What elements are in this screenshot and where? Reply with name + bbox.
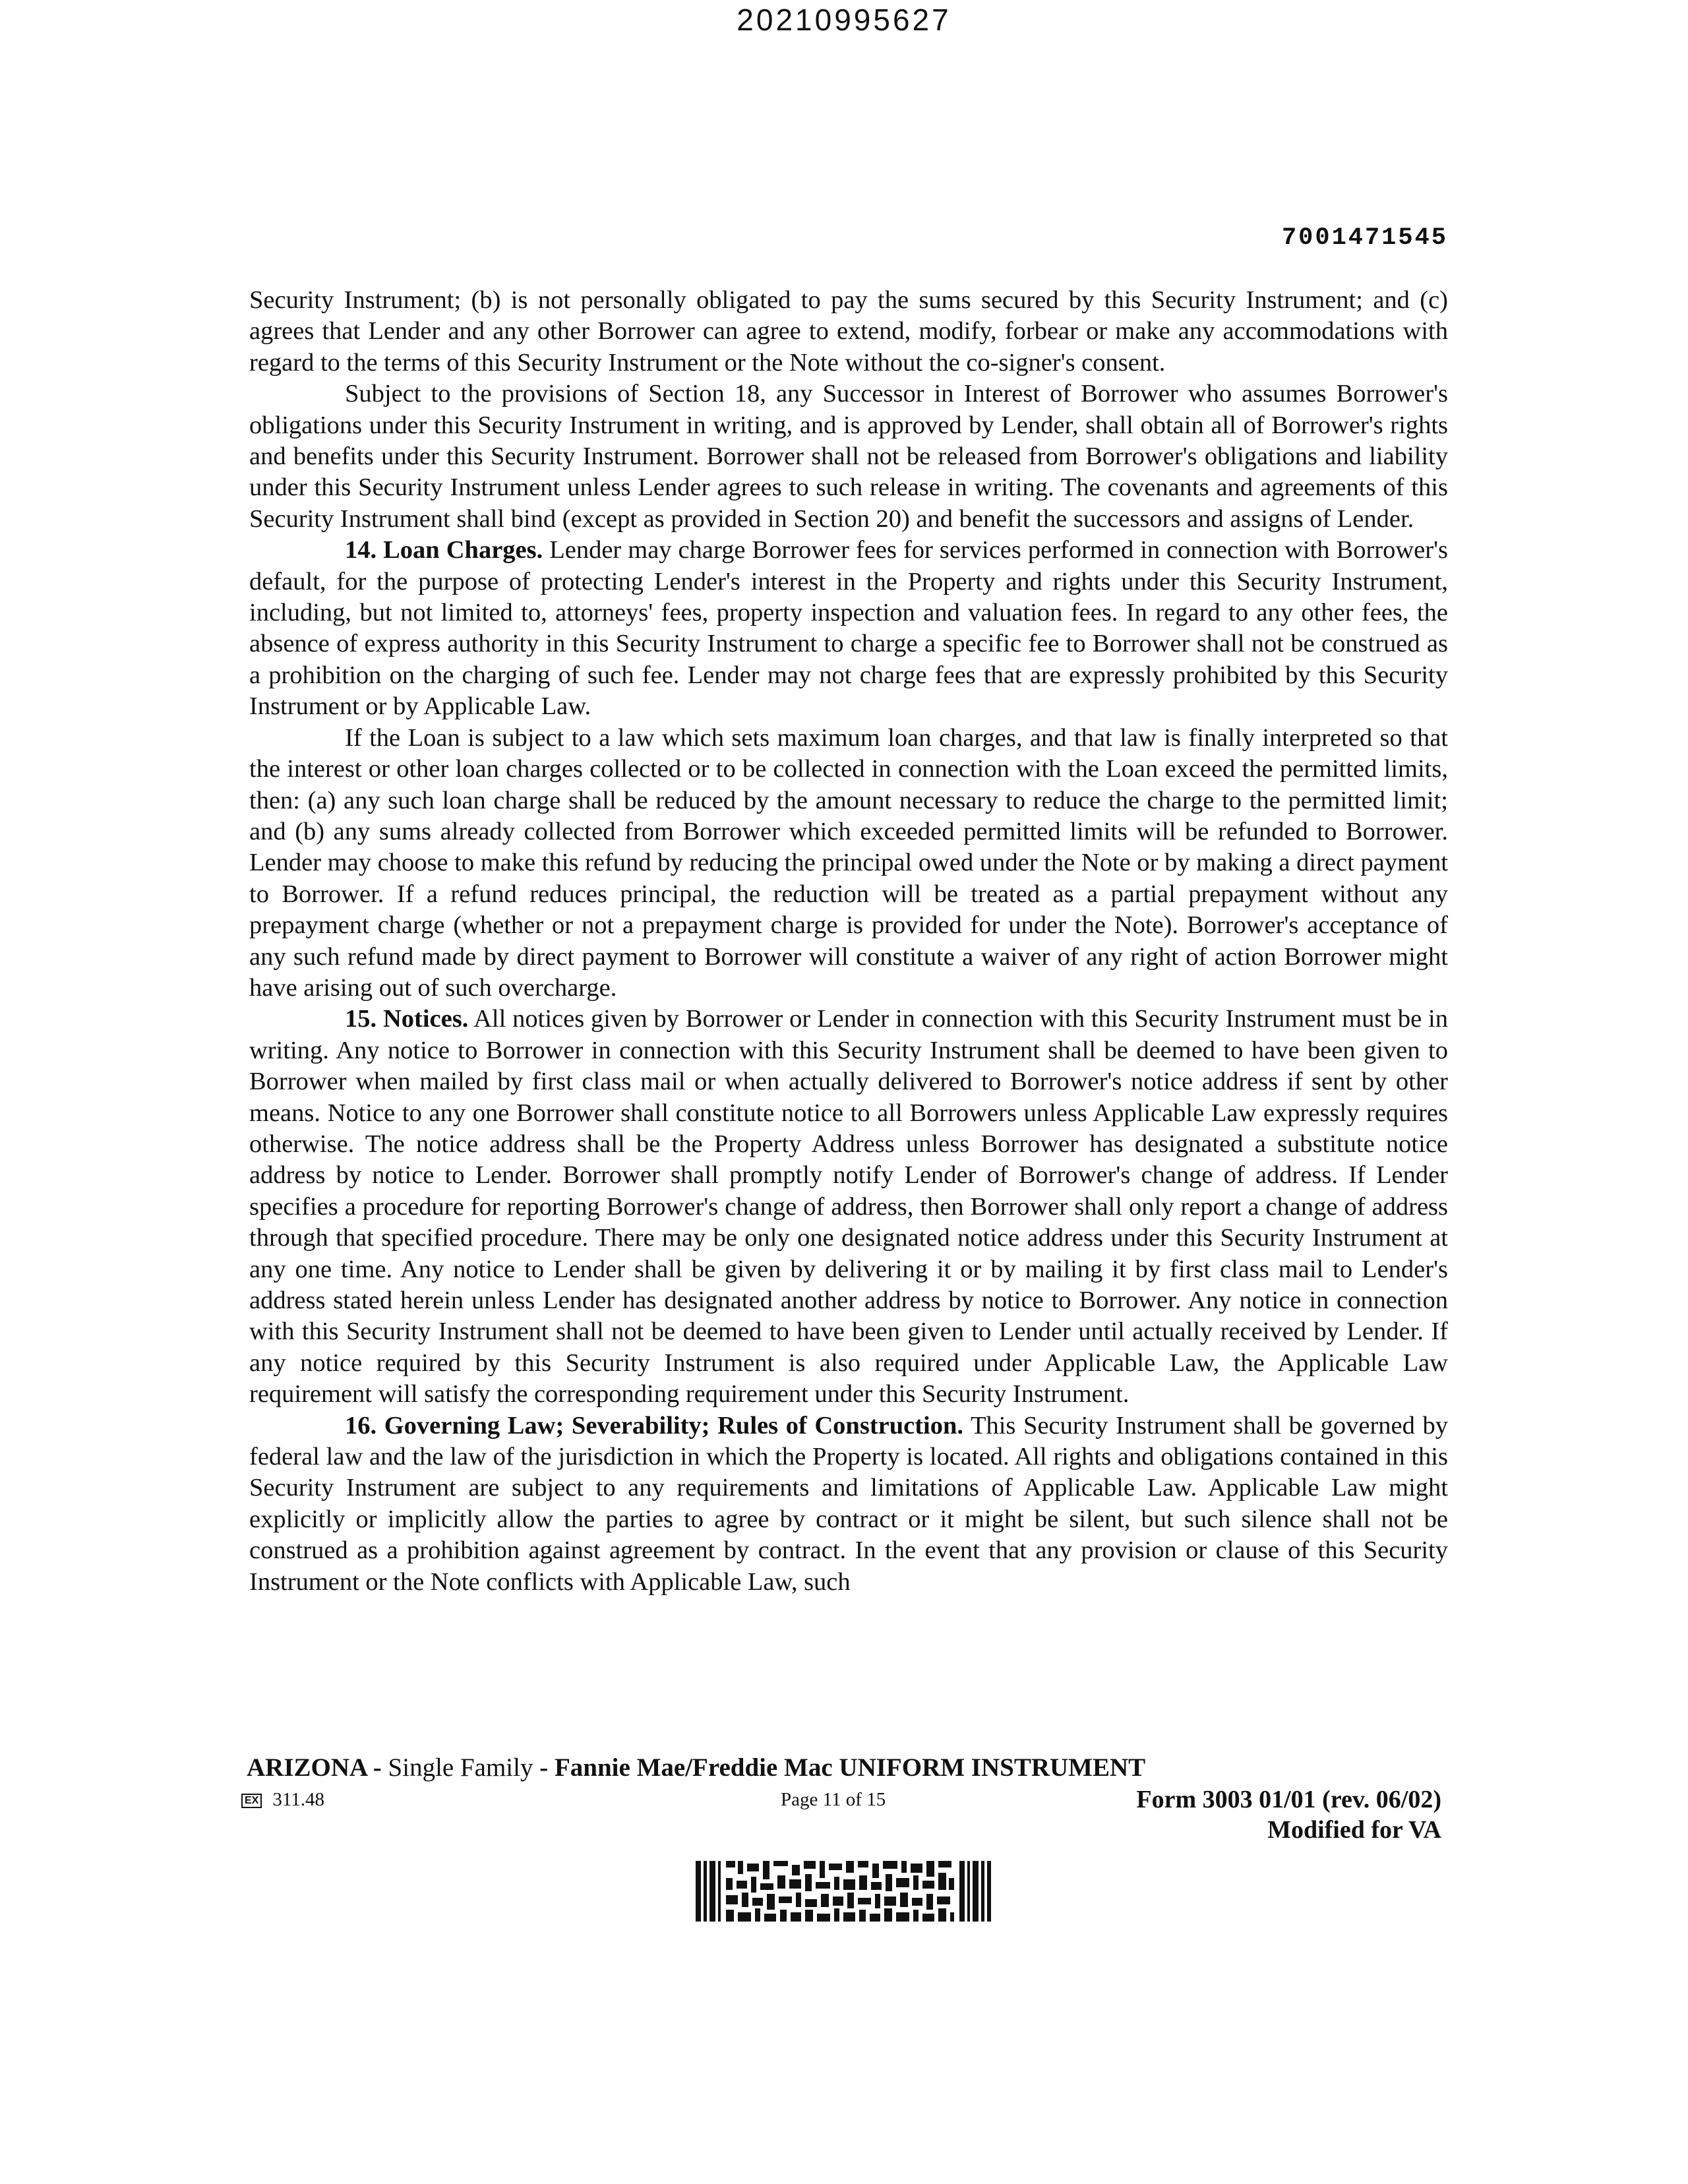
footer-state: ARIZONA: [247, 1753, 367, 1782]
footer-dash: -: [533, 1753, 555, 1782]
paragraph-maximum-loan-charges: If the Loan is subject to a law which sets maximum loan charges, and that law is finally interpreted so that the interest or other loan charges collected or to be collected in connection with the Loan exceed the permitted limits, then: (a) any such loan charge shall be reduced by the amount necessary to reduce the charge to the permitted limit; and (b) any sums already collected from Borrower which exceeded permitted limits will be refunded to Borrower. Lender may choose to make this refund by reducing the principal owed under the Note or by making a direct payment to Borrower. If a refund reduces principal, the reduction will be treated as a partial prepayment without any prepayment charge (whether or not a prepayment charge is provided for under the Note). Borrower's acceptance of any such refund made by direct payment to Borrower will constitute a waiver of any right of action Borrower might have arising out of such overcharge.: [249, 723, 1448, 1002]
loan-number: 7001471545: [1281, 224, 1448, 252]
paragraph-cosigner: Security Instrument; (b) is not personally obligated to pay the sums secured by this Security Instrument; and (c) agrees that Lender and any other Borrower can agree to extend, modify, forbear or make any accommodations with regard to the terms of this Security Instrument or the Note without the co-signer's consent.: [249, 286, 1448, 377]
form-number: Form 3003 01/01 (rev. 06/02): [1136, 1786, 1441, 1813]
paragraph-successor: Subject to the provisions of Section 18, any Successor in Interest of Borrower who assumes Borrower's obligations under this Security Instrument in writing, and is approved by Lender, shall obtain all of Borrower's rights and benefits under this Security Instrument. Borrower shall not be released from Borrower's obligations and liability under this Security Instrument unless Lender agrees to such release in writing. The covenants and agreements of this Security Instrument shall bind (except as provided in Section 20) and benefit the successors and assigns of Lender.: [249, 380, 1448, 533]
ex-logo-icon: EX: [241, 1794, 262, 1808]
section-16-heading: 16. Governing Law; Severability; Rules of Construction.: [345, 1411, 964, 1440]
footer-instrument: Fannie Mae/Freddie Mac UNIFORM INSTRUMENT: [554, 1753, 1146, 1782]
footer-code-number: 311.48: [272, 1789, 325, 1810]
section-14-heading: 14. Loan Charges.: [345, 536, 543, 564]
form-modified: Modified for VA: [1267, 1816, 1441, 1844]
form-number-block: [1029, 1784, 1441, 1845]
section-16-governing-law: [249, 1410, 1448, 1598]
footer-instrument-title: [247, 1753, 1145, 1782]
section-15-heading: 15. Notices.: [345, 1005, 469, 1033]
footer-code: [241, 1789, 324, 1811]
page-number: Page 11 of 15: [781, 1789, 886, 1810]
section-15-notices: [249, 1004, 1448, 1410]
section-14-loan-charges: [249, 535, 1448, 722]
section-14-text: Lender may charge Borrower fees for services performed in connection with Borrower's default, for the purpose of protecting Lender's interest in the Property and rights under this Security Instrument, including, but not limited to, attorneys' fees, property inspection and valuation fees. In regard to any other fees, the absence of express authority in this Security Instrument to charge a specific fee to Borrower shall not be construed as a prohibition on the charging of such fee. Lender may not charge fees that are expressly prohibited by this Security Instrument or by Applicable Law.: [249, 536, 1448, 721]
section-16-text: This Security Instrument shall be governed by federal law and the law of the jurisdiction in which the Property is located. All rights and obligations contained in this Security Instrument are subject to any requirements and limitations of Applicable Law. Applicable Law might explicitly or implicitly allow the parties to agree by contract or it might be silent, but such silence shall not be construed as a prohibition against agreement by contract. In the event that any provision or clause of this Security Instrument or the Note conflicts with Applicable Law, such: [249, 1411, 1449, 1596]
recording-number: 20210995627: [737, 3, 951, 37]
section-15-text: All notices given by Borrower or Lender in connection with this Security Instrument must be in writing. Any notice to Borrower in connection with this Security Instrument shall be deemed to have been given to Borrower when mailed by first class mail or when actually delivered to Borrower's notice address if sent by other means. Notice to any one Borrower shall constitute notice to all Borrowers unless Applicable Law expressly requires otherwise. The notice address shall be the Property Address unless Borrower has designated a substitute notice address by notice to Lender. Borrower shall promptly notify Lender of Borrower's change of address. If Lender specifies a procedure for reporting Borrower's change of address, then Borrower shall only report a change of address through that specified procedure. There may be only one designated notice address under this Security Instrument at any one time. Any notice to Lender shall be given by delivering it or by mailing it by first class mail to Lender's address stated herein unless Lender has designated another address by notice to Borrower. Any notice in connection with this Security Instrument shall not be deemed to have been given to Lender until actually received by Lender. If any notice required by this Security Instrument is also required under Applicable Law, the Applicable Law requirement will satisfy the corresponding requirement under this Security Instrument.: [249, 1005, 1449, 1409]
footer-dash: -: [367, 1753, 388, 1782]
barcode-icon: [696, 1858, 992, 1924]
footer-family: Single Family: [388, 1753, 533, 1782]
document-body: [249, 285, 1448, 1598]
